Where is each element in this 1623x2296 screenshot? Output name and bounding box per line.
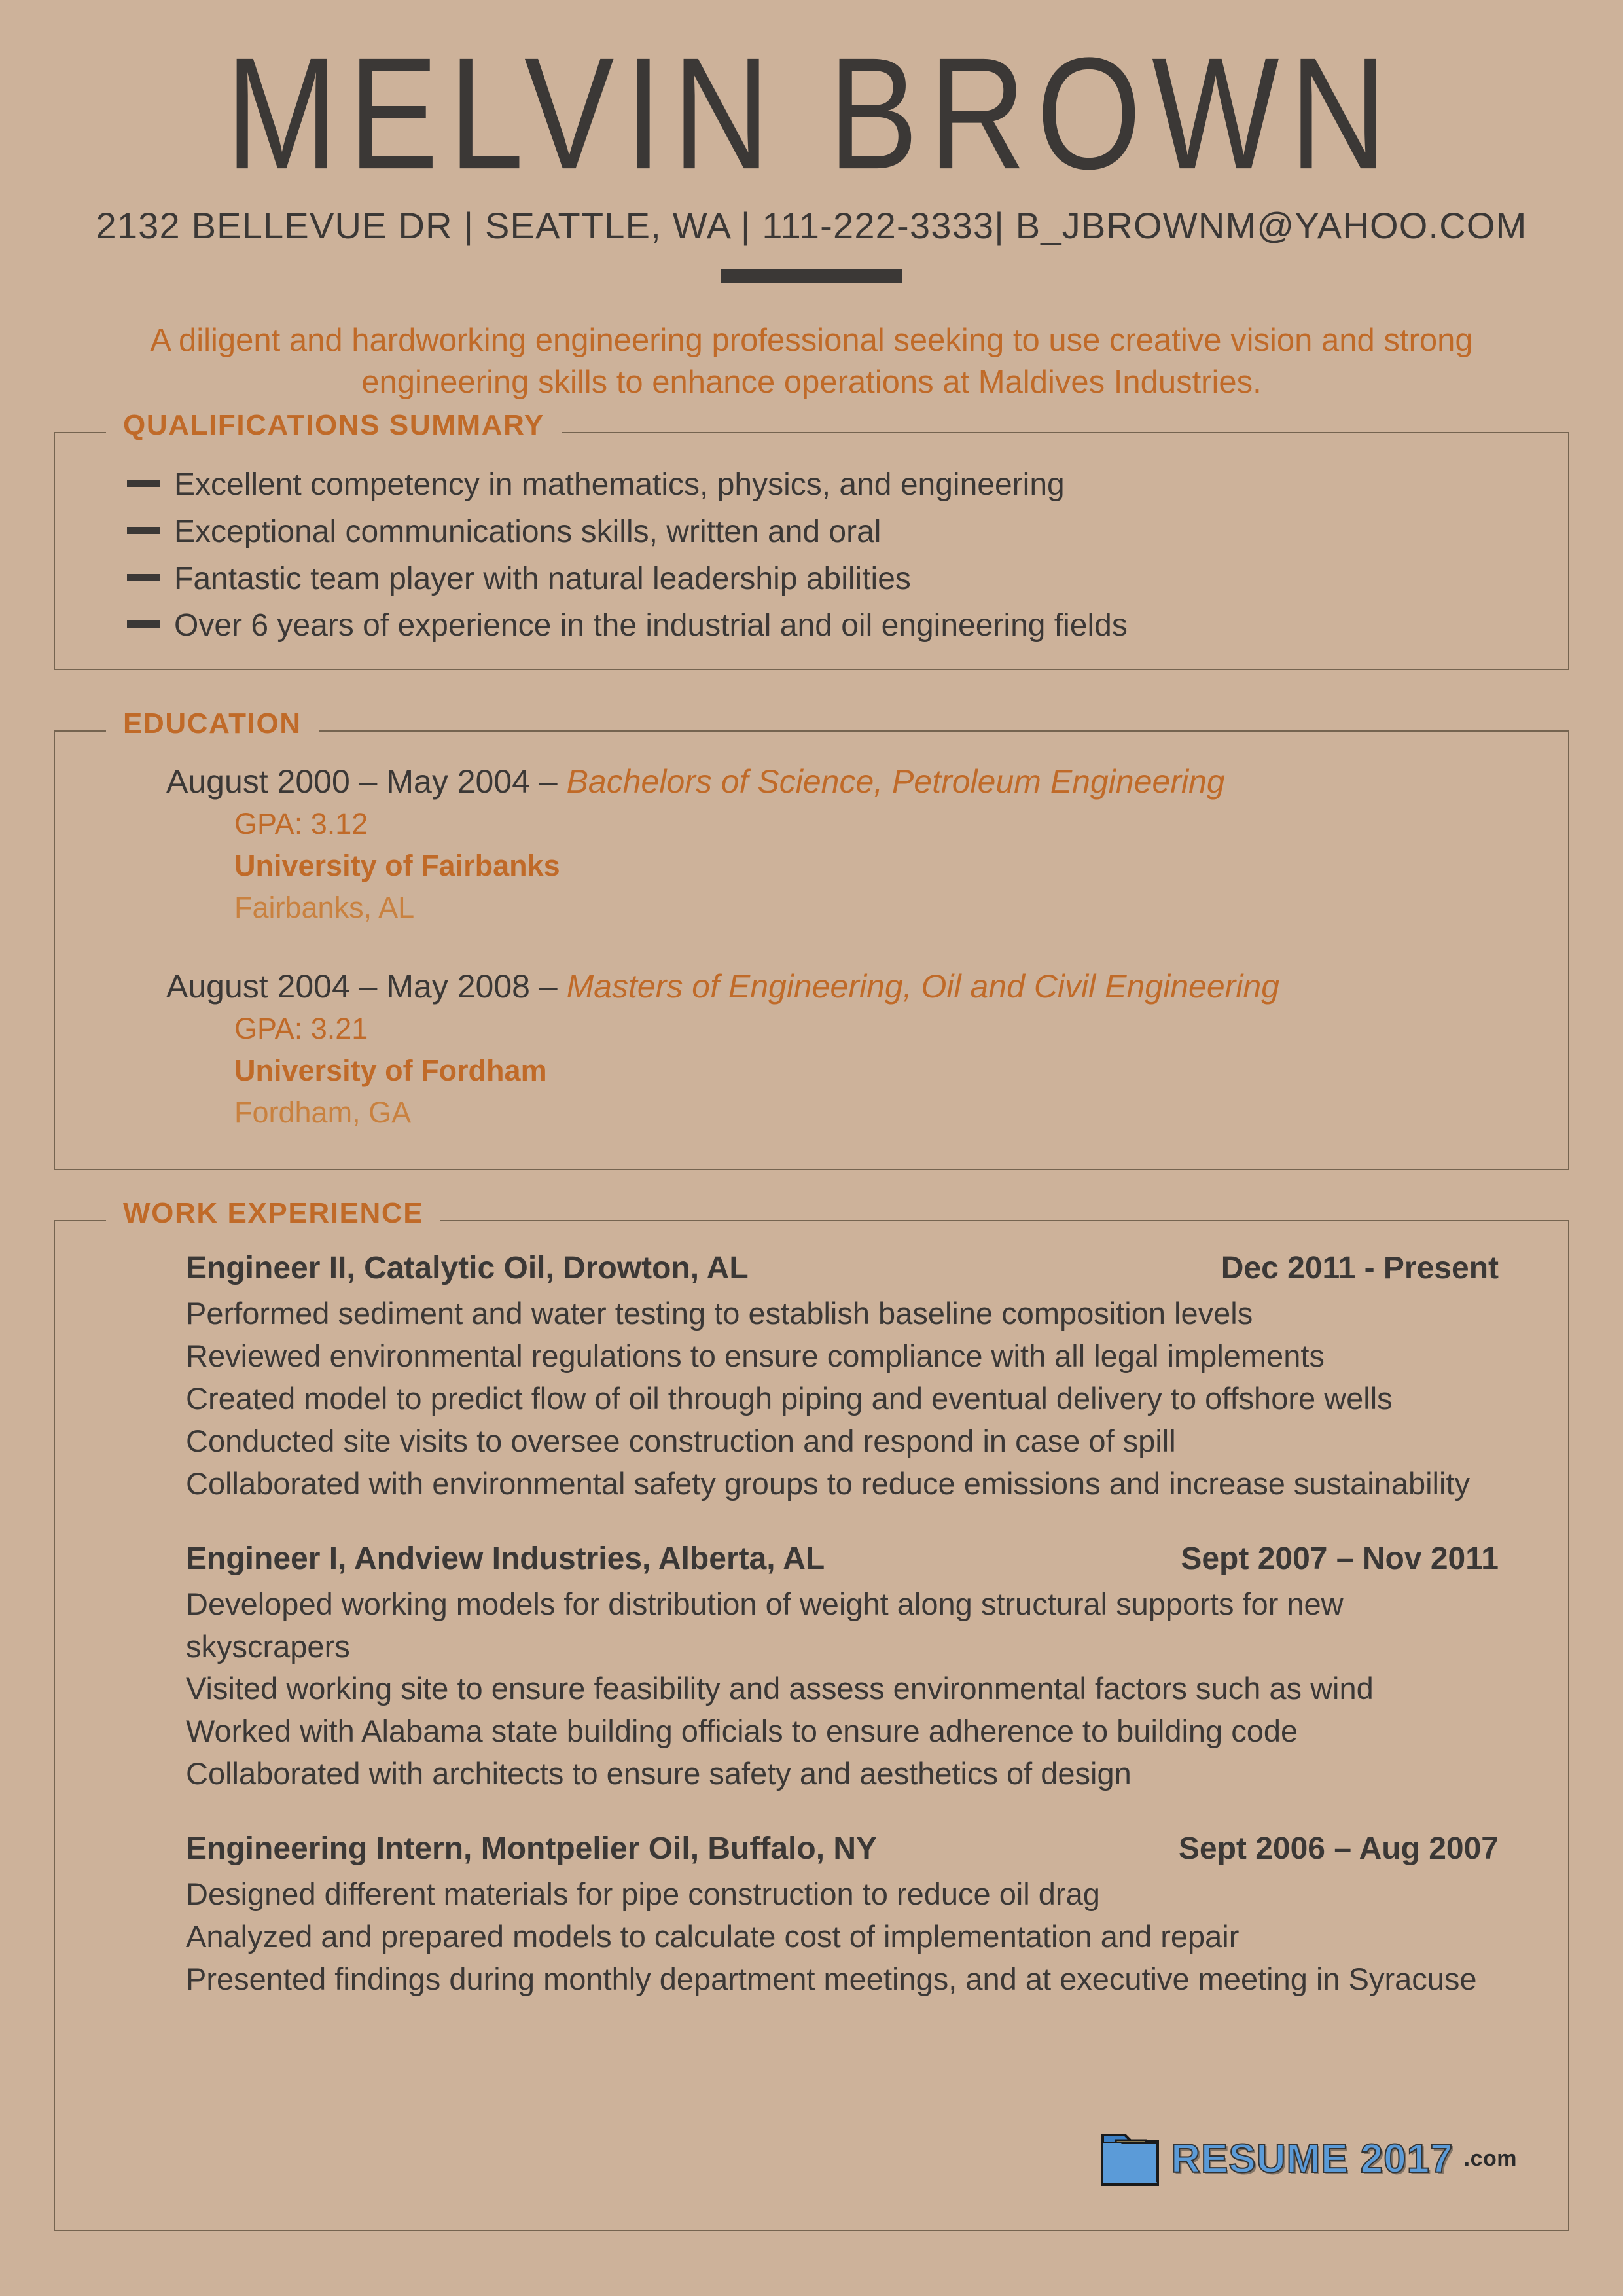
education-details [166,1008,1529,1134]
header-divider [721,269,902,283]
education-school: University of Fordham [234,1053,547,1087]
education-gpa: GPA: 3.21 [234,1012,368,1046]
dash-bullet-icon [127,574,160,581]
qualifications-body [55,462,1568,648]
education-details [166,803,1529,929]
job-header [186,1831,1503,1867]
logo-text: RESUME 2017 [1171,2136,1454,2181]
dash-bullet-icon [127,620,160,628]
education-dates: August 2000 – May 2004 – [166,763,567,800]
objective-statement: A diligent and hardworking engineering professional seeking to use creative vision and strong engineering skills to enhance operations at Maldives Industries. [150,323,1473,400]
education-school: University of Fairbanks [234,849,560,883]
section-education [54,708,1569,1170]
contact-line: 2132 BELLEVUE DR | SEATTLE, WA | 111-222-3333| B_JBROWNM@YAHOO.COM [96,205,1527,246]
job-title: Engineer II, Catalytic Oil, Drowton, AL [186,1251,749,1286]
job-title: Engineer I, Andview Industries, Alberta, AL [186,1541,825,1576]
list-item [127,556,1529,602]
qualifications-list [94,462,1529,648]
education-entry [94,965,1529,1134]
dash-bullet-icon [127,480,160,487]
education-degree: Masters of Engineering, Oil and Civil Engineering [566,968,1280,1005]
job-duty: Reviewed environmental regulations to ensure compliance with all legal implements [186,1338,1325,1374]
section-work-experience [54,1197,1569,2231]
resume-header [54,0,1569,283]
list-item [127,509,1529,555]
job-header [186,1250,1503,1286]
folder-document-icon [1100,2126,1160,2192]
qualification-text: Excellent competency in mathematics, physics, and engineering [174,467,1065,503]
education-degree: Bachelors of Science, Petroleum Engineering [566,763,1225,800]
job-duty: Collaborated with architects to ensure safety and aesthetics of design [186,1756,1132,1791]
section-heading-work-experience: WORK EXPERIENCE [106,1199,440,1228]
qualification-text: Fantastic team player with natural leadership abilities [174,561,911,596]
work-experience-body [55,1250,1568,2000]
job-duty: Designed different materials for pipe construction to reduce oil drag [186,1876,1100,1911]
job-header [186,1541,1503,1577]
education-entry [94,761,1529,929]
qualification-text: Exceptional communications skills, written and oral [174,514,882,549]
job-entry [94,1250,1529,1505]
job-entry [94,1541,1529,1795]
job-duty: Worked with Alabama state building officials to ensure adherence to building code [186,1713,1298,1749]
job-entry [94,1831,1529,2001]
education-body [55,761,1568,1133]
job-duty: Created model to predict flow of oil through piping and eventual delivery to offshore wells [186,1381,1393,1416]
job-duty: Conducted site visits to oversee construction and respond in case of spill [186,1423,1176,1458]
job-duty: Visited working site to ensure feasibility and assess environmental factors such as wind [186,1671,1374,1706]
job-duty: Performed sediment and water testing to establish baseline composition levels [186,1296,1253,1331]
job-dates: Sept 2006 – Aug 2007 [1178,1831,1499,1866]
list-item [127,603,1529,649]
education-headline [166,965,1529,1008]
logo-suffix: .com [1463,2146,1517,2172]
qualification-text: Over 6 years of experience in the industrial and oil engineering fields [174,608,1128,643]
job-dates: Dec 2011 - Present [1221,1251,1499,1286]
education-headline [166,761,1529,803]
section-heading-education: EDUCATION [106,709,319,738]
job-title: Engineering Intern, Montpelier Oil, Buffalo, NY [186,1831,878,1866]
list-item [127,462,1529,508]
job-duty: Developed working models for distribution of weight along structural supports for new skyscrapers [186,1586,1344,1664]
job-duty: Analyzed and prepared models to calculate cost of implementation and repair [186,1918,1240,1954]
education-gpa: GPA: 3.12 [234,807,368,841]
education-dates: August 2004 – May 2008 – [166,968,567,1005]
education-location: Fairbanks, AL [234,891,415,925]
job-dates: Sept 2007 – Nov 2011 [1181,1541,1499,1576]
page-title: MELVIN BROWN [225,24,1398,203]
section-qualifications-summary [54,409,1569,670]
section-heading-qualifications: QUALIFICATIONS SUMMARY [106,411,562,440]
job-duty: Collaborated with environmental safety groups to reduce emissions and increase sustainability [186,1465,1470,1501]
job-duty: Presented findings during monthly department meetings, and at executive meeting in Syracuse [186,1961,1477,1996]
dash-bullet-icon [127,527,160,534]
education-location: Fordham, GA [234,1095,412,1129]
resume2017-logo[interactable] [1100,2126,1517,2192]
